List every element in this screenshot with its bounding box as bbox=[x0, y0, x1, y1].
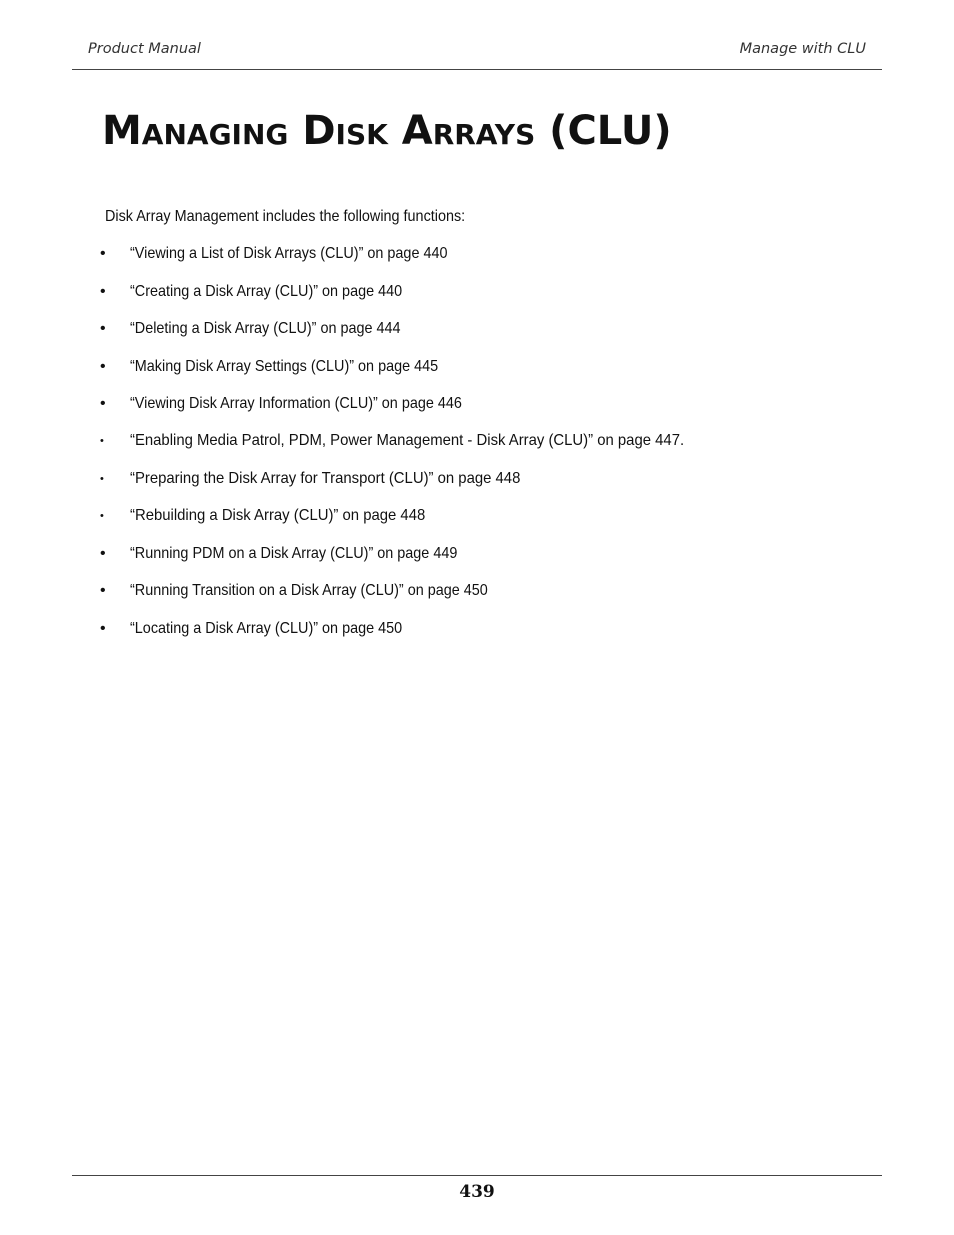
page-title: Managing Disk Arrays (CLU) bbox=[102, 108, 672, 154]
list-item-link[interactable]: “Creating a Disk Array (CLU)” on page 440 bbox=[130, 283, 403, 300]
header-section-title: Manage with CLU bbox=[739, 41, 866, 57]
header-document-title: Product Manual bbox=[88, 41, 201, 57]
list-item-link[interactable]: “Running PDM on a Disk Array (CLU)” on page 449 bbox=[130, 545, 458, 562]
list-item-link[interactable]: “Viewing Disk Array Information (CLU)” on page 446 bbox=[130, 395, 462, 412]
page-footer bbox=[72, 1175, 882, 1202]
bullet-icon: • bbox=[100, 245, 106, 262]
list-item-link[interactable]: “Deleting a Disk Array (CLU)” on page 444 bbox=[130, 320, 401, 337]
bullet-icon: • bbox=[100, 582, 106, 599]
list-item-link[interactable]: “Viewing a List of Disk Arrays (CLU)” on page 440 bbox=[130, 245, 448, 262]
bullet-icon: • bbox=[100, 510, 104, 522]
list-item-link[interactable]: “Enabling Media Patrol, PDM, Power Management - Disk Array (CLU)” on page 447. bbox=[130, 432, 685, 449]
bullet-icon: • bbox=[100, 320, 106, 337]
page-number: 439 bbox=[459, 1182, 495, 1202]
list-item-link[interactable]: “Running Transition on a Disk Array (CLU)” on page 450 bbox=[130, 582, 488, 599]
page-header bbox=[72, 38, 882, 70]
list-item-link[interactable]: “Making Disk Array Settings (CLU)” on page 445 bbox=[130, 358, 439, 375]
bullet-icon: • bbox=[100, 283, 106, 300]
bullet-icon: • bbox=[100, 395, 106, 412]
list-item-link[interactable]: “Rebuilding a Disk Array (CLU)” on page 448 bbox=[130, 507, 426, 524]
list-item-link[interactable]: “Preparing the Disk Array for Transport (CLU)” on page 448 bbox=[130, 470, 521, 487]
bullet-icon: • bbox=[100, 620, 106, 637]
list-item-link[interactable]: “Locating a Disk Array (CLU)” on page 450 bbox=[130, 620, 403, 637]
bullet-icon: • bbox=[100, 435, 104, 447]
bullet-icon: • bbox=[100, 473, 104, 485]
bullet-icon: • bbox=[100, 545, 106, 562]
intro-paragraph: Disk Array Management includes the following functions: bbox=[105, 208, 466, 225]
bullet-icon: • bbox=[100, 358, 106, 375]
